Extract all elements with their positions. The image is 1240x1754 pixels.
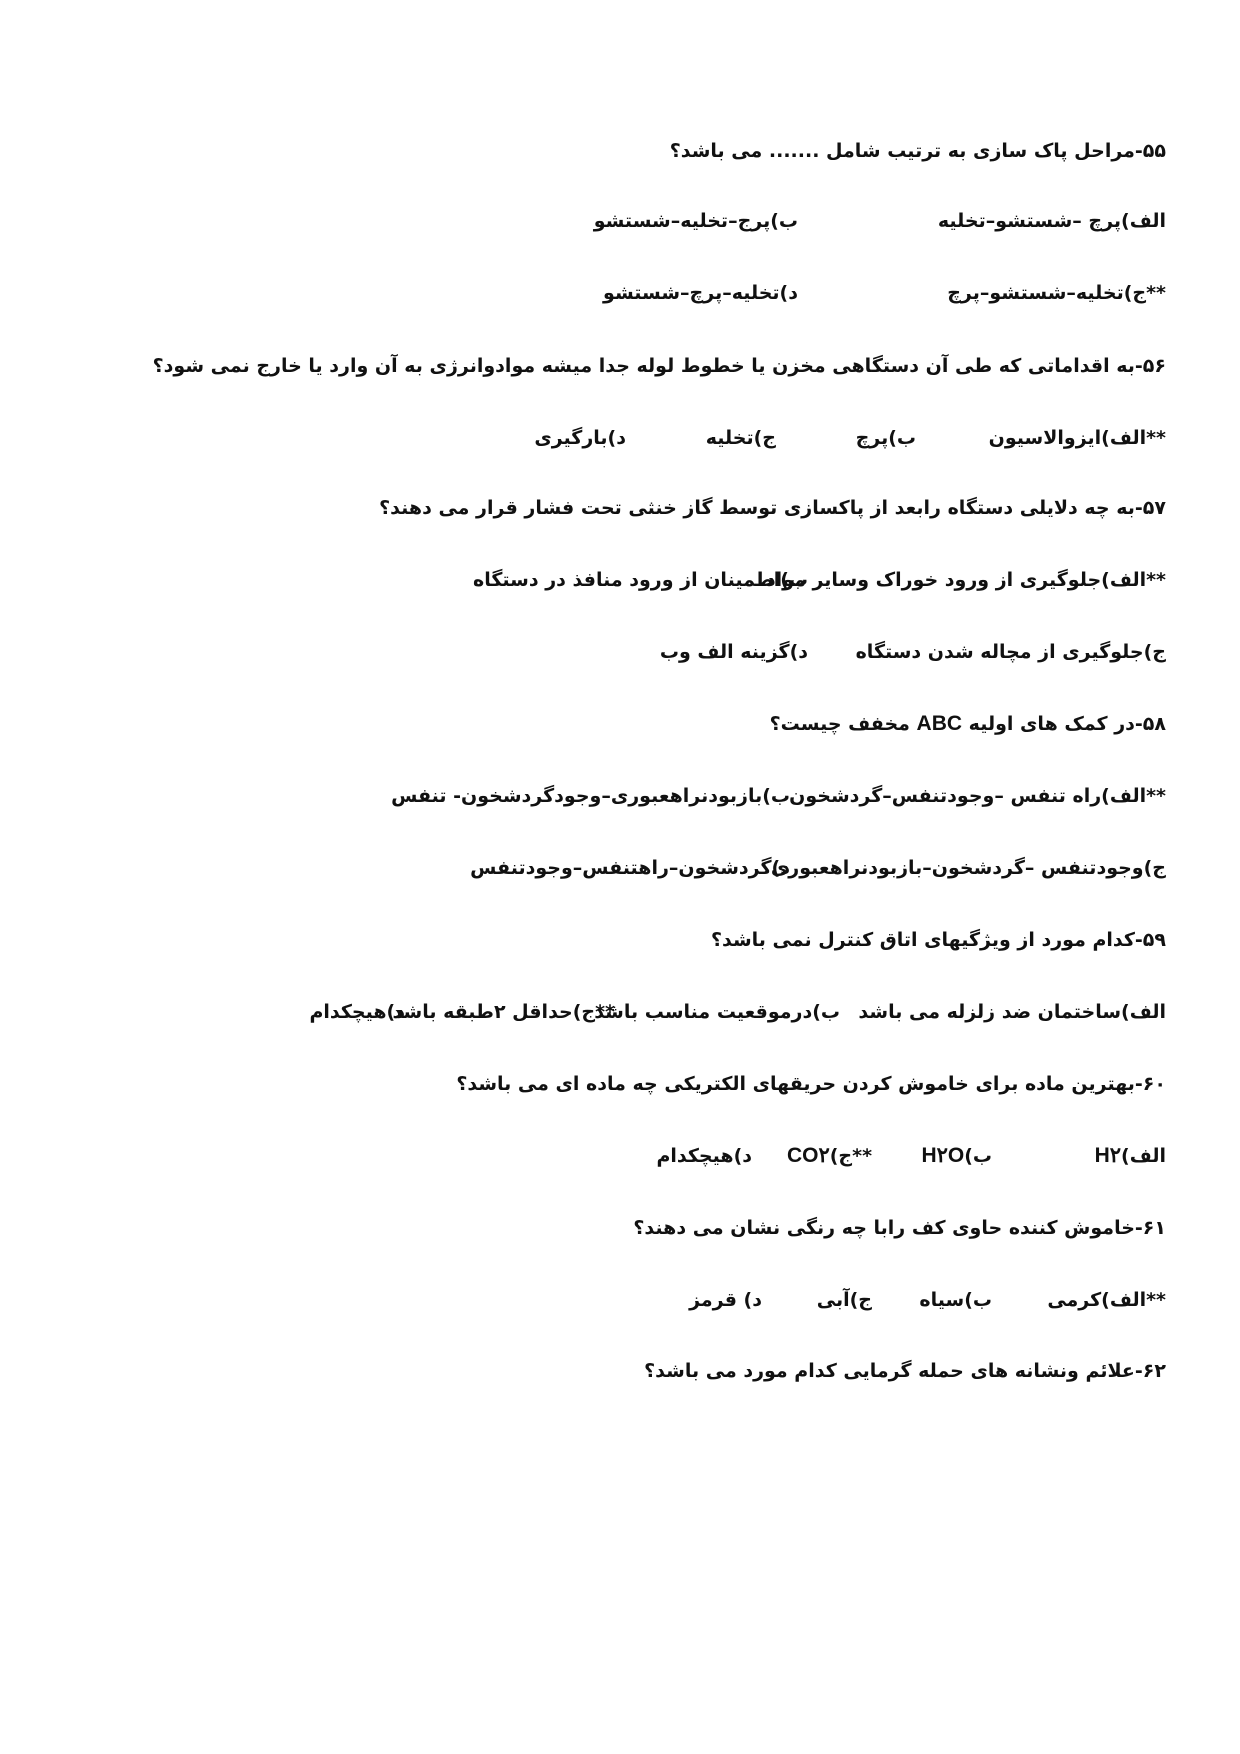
q55-option-d: د)تخلیه–پرچ–شستشو: [603, 282, 798, 304]
q60-option-d: [656, 1142, 752, 1170]
question-58-text-before: ۵۸-در کمک های اولیه: [968, 713, 1166, 735]
q55-option-c-correct: **ج)تخلیه–شستشو–پرچ: [947, 282, 1166, 304]
q60-option-a: [1095, 1142, 1166, 1170]
q60-option-d-prefix: د): [733, 1145, 752, 1167]
q60-option-d-label: هیچکدام: [656, 1145, 734, 1167]
q61-option-a-correct: **الف)کرمی: [1047, 1289, 1166, 1311]
q56-option-b: ب)پرچ: [855, 427, 916, 449]
q57-option-c: ج)جلوگیری از مچاله شدن دستگاه: [855, 641, 1166, 663]
q59-option-b: ب)درموقعیت مناسب باشد: [594, 1001, 840, 1023]
question-61: ۶۱-خاموش کننده حاوی کف رابا چه رنگی نشان می دهند؟: [633, 1217, 1166, 1239]
question-59: ۵۹-کدام مورد از ویژگیهای اتاق کنترل نمی باشد؟: [710, 929, 1166, 951]
q60-option-c-formula: CO۲: [786, 1144, 830, 1167]
question-60: ۶۰-بهترین ماده برای خاموش کردن حریقهای الکتریکی چه ماده ای می باشد؟: [456, 1073, 1166, 1095]
q57-option-d: د)گزینه الف وب: [659, 641, 808, 663]
q60-option-b-prefix: ب): [964, 1145, 992, 1167]
q59-option-a: الف)ساختمان ضد زلزله می باشد: [858, 1001, 1166, 1023]
q60-option-a-prefix: الف): [1121, 1145, 1166, 1167]
q55-option-b: ب)پرج–تخلیه–شستشو: [593, 210, 798, 232]
q58-option-b: ب)بازبودنراهعبوری–وجودگردشخون- تنفس: [391, 785, 790, 807]
q60-option-c-correct: [787, 1142, 872, 1170]
q57-option-a-correct: **الف)جلوگیری از ورود خوراک وسایر مواد: [765, 569, 1166, 591]
question-57: ۵۷-به چه دلایلی دستگاه رابعد از پاکسازی توسط گاز خنثی تحت فشار قرار می دهند؟: [379, 497, 1166, 519]
q57-option-b: ب)اطمینان از ورود منافذ در دستگاه: [473, 569, 808, 591]
q58-option-c: ج)وجودتنفس –گردشخون–بازبودنراهعبوری: [770, 857, 1166, 879]
q60-option-b: [921, 1142, 992, 1170]
q61-option-b: ب)سیاه: [919, 1289, 992, 1311]
question-55: ۵۵-مراحل پاک سازی به ترتیب شامل ....... می باشد؟: [669, 140, 1166, 162]
q56-option-c: ج)تخلیه: [705, 427, 776, 449]
q61-option-c: ج)آبی: [816, 1289, 872, 1311]
question-58-text-after: مخفف چیست؟: [769, 713, 910, 735]
question-56: ۵۶-به اقداماتی که طی آن دستگاهی مخزن یا خطوط لوله جدا میشه موادوانرژی به آن وارد یا خارج نمی شود؟: [152, 355, 1166, 377]
q59-option-c-correct: **ج)حداقل ۲طبقه باشد: [392, 1001, 615, 1023]
q59-option-d: د)هیچکدام: [309, 1001, 405, 1023]
abc-term: ABC: [916, 712, 963, 735]
q60-option-b-formula: H۲O: [921, 1144, 965, 1167]
question-58: [770, 710, 1166, 738]
q55-option-a: الف)پرچ –شستشو–تخلیه: [937, 210, 1166, 232]
q61-option-d: د) قرمز: [689, 1289, 762, 1311]
q56-option-a-correct: **الف)ایزوالاسیون: [988, 427, 1166, 449]
q60-option-a-formula: H۲: [1094, 1144, 1122, 1167]
question-62: ۶۲-علائم ونشانه های حمله گرمایی کدام مورد می باشد؟: [644, 1360, 1166, 1382]
q58-option-a-correct: **الف)راه تنفس –وجودتنفس–گردشخون: [789, 785, 1166, 807]
q58-option-d: د)گردشخون–راهتنفس–وجودتنفس: [470, 857, 790, 879]
q60-option-c-prefix: **ج): [829, 1145, 872, 1167]
q56-option-d: د)بارگیری: [534, 427, 626, 449]
